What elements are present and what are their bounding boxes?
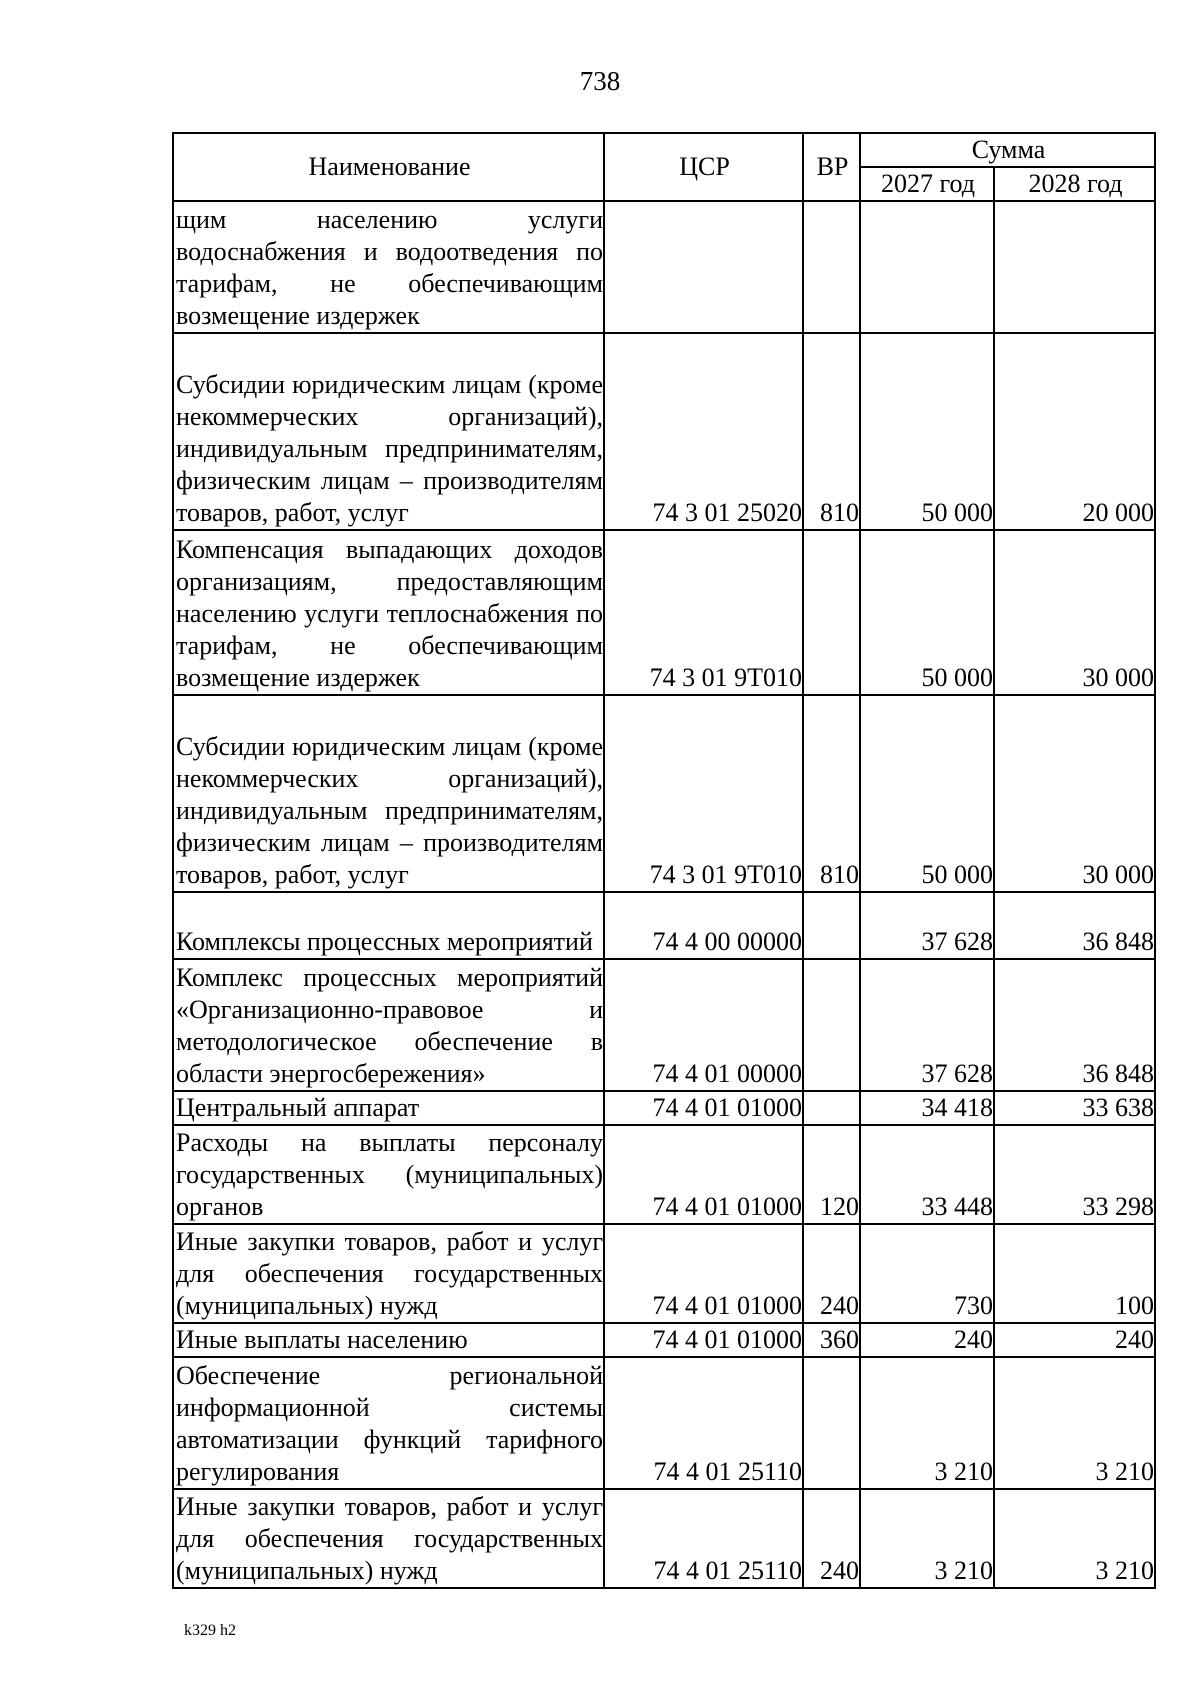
row-2027-amount: 3 210	[860, 1357, 994, 1489]
row-2028-amount: 30 000	[994, 695, 1155, 892]
table-row	[173, 201, 1155, 333]
row-2027-amount: 50 000	[860, 530, 994, 695]
row-2027-amount: 3 210	[860, 1489, 994, 1588]
row-csr-cell: 74 4 01 01000	[604, 1091, 803, 1125]
row-vr-cell: 810	[803, 695, 860, 892]
row-2027-amount: 50 000	[860, 333, 994, 530]
row-csr-cell: 74 4 01 00000	[604, 959, 803, 1091]
row-vr-cell: 360	[803, 1323, 860, 1357]
row-2028-amount: 100	[994, 1224, 1155, 1323]
row-name-cell: Расходы на выплаты персоналу государственных (муниципальных) органов	[173, 1125, 604, 1224]
row-vr-cell	[803, 1357, 860, 1489]
header-vr: ВР	[803, 133, 860, 201]
row-vr-cell: 240	[803, 1489, 860, 1588]
table-row	[173, 1323, 1155, 1357]
row-2028-amount: 33 638	[994, 1091, 1155, 1125]
row-vr-cell	[803, 201, 860, 333]
row-name-cell: Центральный аппарат	[173, 1091, 604, 1125]
row-name-cell: Обеспечение региональной информационной системы автоматизации функций тарифного регулирования	[173, 1357, 604, 1489]
row-2027-amount: 730	[860, 1224, 994, 1323]
row-csr-cell: 74 4 01 01000	[604, 1323, 803, 1357]
table-row	[173, 1091, 1155, 1125]
row-csr-cell: 74 4 01 01000	[604, 1125, 803, 1224]
row-2028-amount: 36 848	[994, 959, 1155, 1091]
row-name-cell: Комплексы процессных мероприятий	[173, 892, 604, 959]
row-csr-cell: 74 4 00 00000	[604, 892, 803, 959]
header-year-2027: 2027 год	[860, 167, 994, 201]
row-name-cell: Компенсация выпадающих доходов организациям, предоставляющим населению услуги теплоснабжения по тарифам, не обеспечивающим возмещение издержек	[173, 530, 604, 695]
row-2028-amount: 3 210	[994, 1489, 1155, 1588]
row-csr-cell: 74 4 01 25110	[604, 1489, 803, 1588]
table-row	[173, 695, 1155, 892]
row-csr-cell: 74 4 01 01000	[604, 1224, 803, 1323]
table-header	[173, 133, 1155, 201]
row-vr-cell	[803, 892, 860, 959]
row-2027-amount: 240	[860, 1323, 994, 1357]
table-row	[173, 1357, 1155, 1489]
header-sum: Сумма	[860, 133, 1155, 167]
row-2028-amount: 3 210	[994, 1357, 1155, 1489]
row-csr-cell	[604, 201, 803, 333]
row-vr-cell: 240	[803, 1224, 860, 1323]
row-2027-amount: 37 628	[860, 959, 994, 1091]
table-row	[173, 892, 1155, 959]
table-row	[173, 1224, 1155, 1323]
row-name-cell: Иные закупки товаров, работ и услуг для обеспечения государственных (муниципальных) нужд	[173, 1224, 604, 1323]
table-row	[173, 1489, 1155, 1588]
footer-code: k329 h2	[184, 1622, 236, 1639]
row-2027-amount: 33 448	[860, 1125, 994, 1224]
row-name-cell: Комплекс процессных мероприятий «Организационно-правовое и методологическое обеспечение в области энергосбережения»	[173, 959, 604, 1091]
row-vr-cell: 120	[803, 1125, 860, 1224]
row-2028-amount: 36 848	[994, 892, 1155, 959]
header-name: Наименование	[173, 133, 604, 201]
table-row	[173, 1125, 1155, 1224]
row-vr-cell	[803, 959, 860, 1091]
page-number: 738	[579, 66, 621, 96]
row-csr-cell: 74 3 01 9Т010	[604, 530, 803, 695]
table-row	[173, 959, 1155, 1091]
row-csr-cell: 74 3 01 25020	[604, 333, 803, 530]
row-2027-amount: 34 418	[860, 1091, 994, 1125]
row-name-cell: Иные выплаты населению	[173, 1323, 604, 1357]
row-2027-amount: 50 000	[860, 695, 994, 892]
row-2027-amount	[860, 201, 994, 333]
row-name-cell: Субсидии юридическим лицам (кроме некоммерческих организаций), индивидуальным предпринимателям, физическим лицам – производителям товаров, работ, услуг	[173, 333, 604, 530]
header-csr: ЦСР	[604, 133, 803, 201]
row-2028-amount: 30 000	[994, 530, 1155, 695]
row-2028-amount: 20 000	[994, 333, 1155, 530]
row-2027-amount: 37 628	[860, 892, 994, 959]
budget-table	[172, 132, 1156, 1589]
row-csr-cell: 74 3 01 9Т010	[604, 695, 803, 892]
header-year-2028: 2028 год	[994, 167, 1155, 201]
table-row	[173, 333, 1155, 530]
row-csr-cell: 74 4 01 25110	[604, 1357, 803, 1489]
row-vr-cell	[803, 1091, 860, 1125]
row-2028-amount: 240	[994, 1323, 1155, 1357]
row-name-cell: Субсидии юридическим лицам (кроме некоммерческих организаций), индивидуальным предпринимателям, физическим лицам – производителям товаров, работ, услуг	[173, 695, 604, 892]
row-name-cell: щим населению услуги водоснабжения и водоотведения по тарифам, не обеспечивающим возмещение издержек	[173, 201, 604, 333]
row-name-cell: Иные закупки товаров, работ и услуг для обеспечения государственных (муниципальных) нужд	[173, 1489, 604, 1588]
table-row	[173, 530, 1155, 695]
row-vr-cell	[803, 530, 860, 695]
table-body	[173, 201, 1155, 1588]
row-2028-amount: 33 298	[994, 1125, 1155, 1224]
row-vr-cell: 810	[803, 333, 860, 530]
row-2028-amount	[994, 201, 1155, 333]
